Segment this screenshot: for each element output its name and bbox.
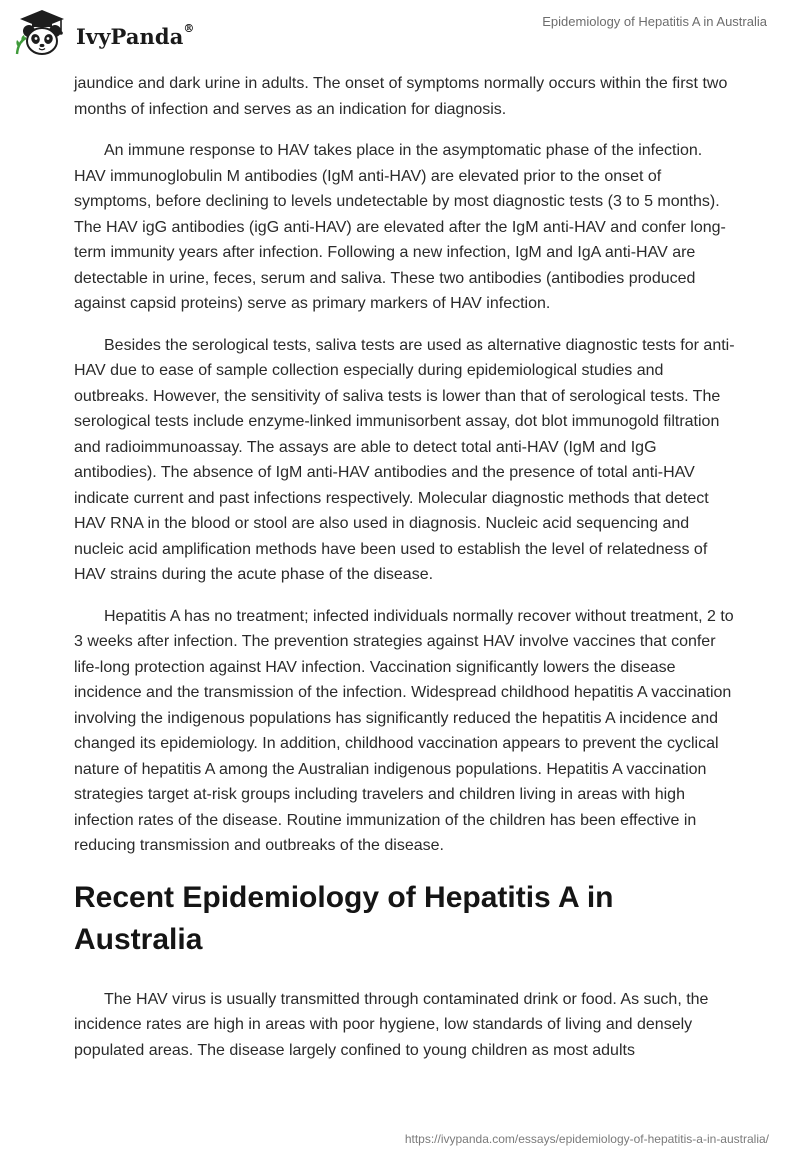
section-heading: Recent Epidemiology of Hepatitis A in Australia [74, 880, 614, 956]
page-header [0, 0, 800, 72]
registered-mark: ® [183, 21, 195, 35]
document-title: Epidemiology of Hepatitis A in Australia [542, 14, 767, 29]
brand-name: IvyPanda® [76, 21, 195, 49]
paragraph-treatment-prevention: Hepatitis A has no treatment; infected individuals normally recover without treatment, 2 to 3 weeks after infection. The prevention strategies against HAV involve vaccines that confer life-long protection against HAV infection. Vaccination significantly lowers the disease incidence and the transmission of the infection. Widespread childhood hepatitis A vaccination involving the indigenous populations has significantly reduced the hepatitis A incidence and changed its epidemiology. In addition, childhood vaccination appears to prevent the cyclical nature of hepatitis A among the Australian indigenous populations. Hepatitis A vaccination strategies target at-risk groups including travelers and children living in areas with high infection rates of the disease. Routine immunization of the children has been effective in reducing transmission and outbreaks of the disease. [74, 607, 734, 854]
source-url-link[interactable]: https://ivypanda.com/essays/epidemiology-of-hepatitis-a-in-australia/ [404, 1132, 769, 1146]
paragraph-symptoms-onset: jaundice and dark urine in adults. The onset of symptoms normally occurs within the first two months of infection and serves as an indication for diagnosis. [74, 75, 728, 118]
paragraph-diagnostic-tests: Besides the serological tests, saliva tests are used as alternative diagnostic tests for anti-HAV due to ease of sample collection especially during epidemiological studies and outbreaks. However, the sensitivity of saliva tests is lower than that of serological tests. The serological tests include enzyme-linked immunisorbent assay, dot blot immunogold filtration and radioimmunoassay. The assays are able to detect total anti-HAV (IgM and IgG antibodies). The absence of IgM anti-HAV antibodies and the presence of total anti-HAV indicate current and past infections respectively. Molecular diagnostic methods that detect HAV RNA in the blood or stool are also used in diagnosis. Nucleic acid sequencing and nucleic acid amplification methods have been used to establish the level of relatedness of HAV strains during the acute phase of the disease. [74, 336, 735, 583]
essay-content [74, 71, 736, 1079]
paragraph-immune-response: An immune response to HAV takes place in the asymptomatic phase of the infection. HAV immunoglobulin M antibodies (IgM anti-HAV) are elevated prior to the onset of symptoms, before declining to levels undetectable by most diagnostic tests (3 to 5 months). The HAV igG antibodies (igG anti-HAV) are elevated after the IgM anti-HAV and confer long-term immunity years after infection. Following a new infection, IgM and IgA anti-HAV are detectable in urine, feces, serum and saliva. These two antibodies (antibodies produced against capsid proteins) serve as primary markers of HAV infection. [74, 142, 726, 312]
ivypanda-logo[interactable] [14, 8, 195, 60]
panda-graduate-icon [14, 8, 70, 60]
paragraph-transmission: The HAV virus is usually transmitted through contaminated drink or food. As such, the incidence rates are high in areas with poor hygiene, low standards of living and densely populated areas. The disease largely confined to young children as most adults [74, 990, 709, 1059]
